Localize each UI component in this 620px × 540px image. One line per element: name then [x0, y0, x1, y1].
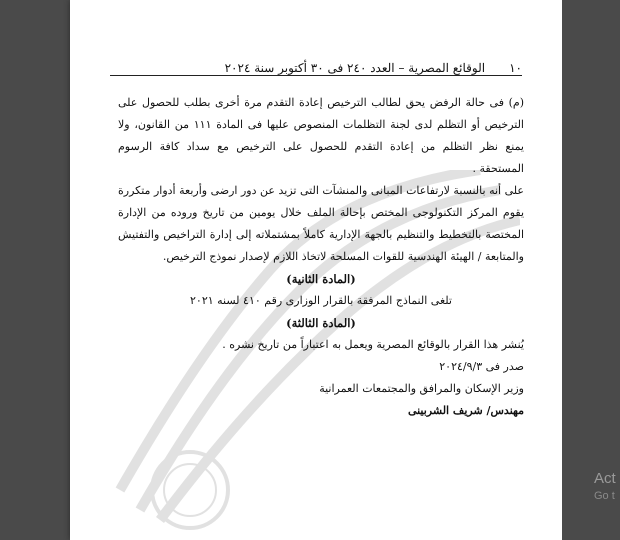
page-number: ١٠ — [509, 61, 522, 75]
article-two-text: تلغى النماذج المرفقة بالقرار الوزارى رقم ٤١٠ لسنه ٢٠٢١ — [190, 294, 452, 307]
header-title: الوقائع المصرية – العدد ٢٤٠ فى ٣٠ أكتوبر سنة ٢٠٢٤ — [224, 61, 486, 75]
activation-watermark-subtitle: Go t — [594, 490, 615, 502]
minister-title: وزير الإسكان والمرافق والمجتمعات العمرانية — [319, 382, 524, 395]
paragraph-heights: على أنه بالنسبة لارتفاعات المبانى والمنشآت التى تزيد عن دور ارضى وأربعة أدوار متكررة يقوم المركز التكنولوجى المختص بإحالة الملف خلال يومين من تاريخ وروده من الإدارة المختصة بالتخطيط والتنظيم بالجهة الإدارية كاملاً بمشتملاته إلى إدارة التراخيص والتفتيش والمتابعة / الهيئة الهندسية للقوات المسلحة لاتخاذ اللازم لإصدار نموذج الترخيص. — [118, 184, 524, 263]
issued-date: صدر فى ٢٠٢٤/٩/٣ — [439, 360, 524, 373]
viewer-background — [562, 0, 620, 540]
document-body — [118, 92, 524, 422]
paragraph-m: (م) فى حالة الرفض يحق لطالب الترخيص إعادة التقدم مرة أخرى بطلب للحصول على الترخيص أو التظلم لدى لجنة التظلمات المنصوص عليها فى المادة ١١١ من القانون، ولا يمنع نظر التظلم من إعادة التقدم للحصول على الترخيص مع سداد كافة الرسوم المستحقة . — [118, 96, 524, 175]
article-three-text: يُنشر هذا القرار بالوقائع المصرية ويعمل به اعتباراً من تاريخ نشره . — [222, 338, 524, 351]
article-two-heading: (المادة الثانية) — [286, 272, 356, 286]
page-header — [110, 53, 522, 76]
document-page — [70, 0, 562, 540]
activation-watermark-title: Act — [594, 470, 616, 487]
article-three-heading: (المادة الثالثة) — [286, 316, 356, 330]
minister-name: مهندس/ شريف الشربينى — [407, 404, 524, 417]
